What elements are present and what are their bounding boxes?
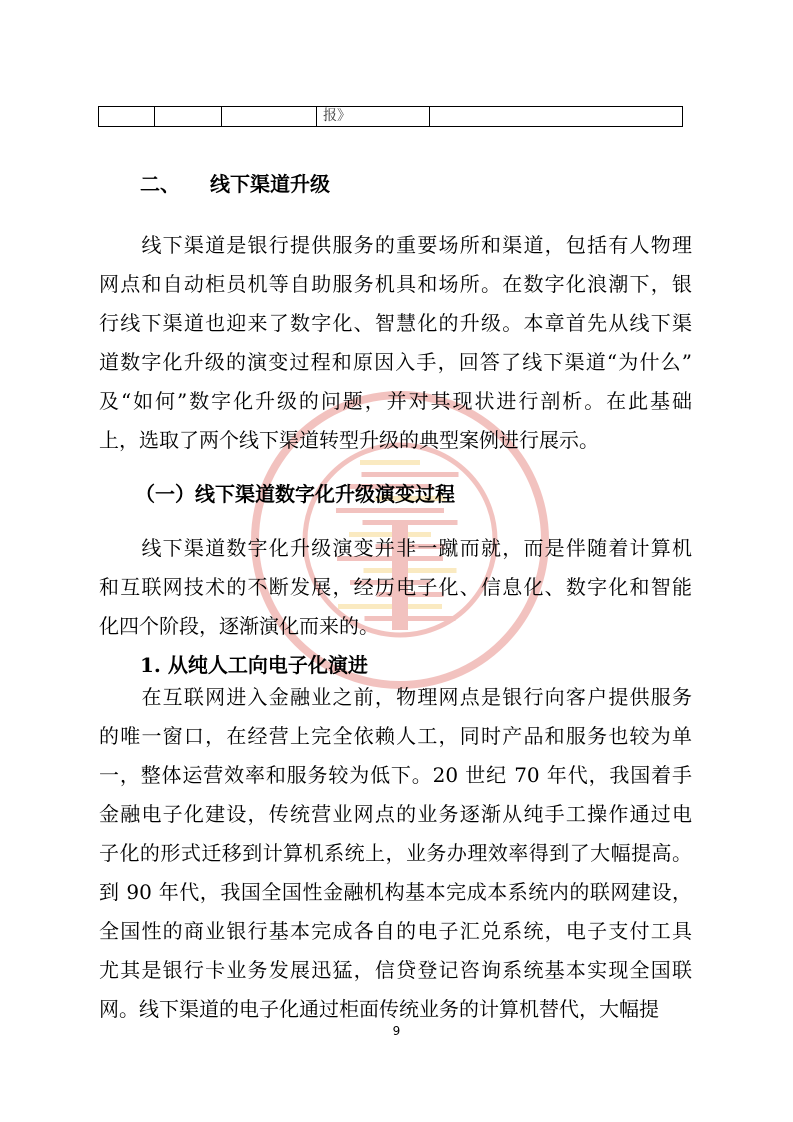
watermark-stripe — [336, 508, 444, 513]
text-line: 道数字化升级的演变过程和原因入手，回答了线下渠道“为什么” — [99, 350, 692, 374]
section-title: 线下渠道升级 — [210, 172, 330, 196]
table-cell — [155, 107, 222, 126]
table-cell — [99, 107, 155, 126]
text-line: 全国性的商业银行基本完成各自的电子汇兑系统，电子支付工具 — [99, 919, 692, 943]
page-number: 9 — [392, 1024, 401, 1038]
table-fragment-row — [98, 106, 683, 127]
watermark-stripe — [362, 472, 459, 477]
text-line: 子化的形式迁移到计算机系统上，业务办理效率得到了大幅提高。 — [99, 841, 692, 865]
text-line: 的唯一窗口，在经营上完全依赖人工，同时产品和服务也较为单 — [99, 724, 692, 748]
text-line: 线下渠道是银行提供服务的重要场所和渠道，包括有人物理 — [99, 233, 692, 257]
watermark-stripe — [363, 520, 458, 525]
table-cell — [222, 107, 317, 126]
paragraph-3 — [99, 678, 692, 1029]
text-line: 线下渠道数字化升级演变并非一蹴而就，而是伴随着计算机 — [99, 536, 692, 560]
watermark-stripe — [360, 460, 420, 465]
text-line: 网点和自动柜员机等自助服务机具和场所。在数字化浪潮下，银 — [99, 272, 692, 296]
text-line: 上，选取了两个线下渠道转型升级的典型案例进行展示。 — [99, 428, 599, 452]
text-line: 一，整体运营效率和服务较为低下。20 世纪 70 年代，我国着手 — [99, 763, 692, 787]
text-line: 行线下渠道也迎来了数字化、智慧化的升级。本章首先从线下渠 — [99, 311, 692, 335]
paragraph-2 — [99, 529, 692, 646]
text-line: 在互联网进入金融业之前，物理网点是银行向客户提供服务 — [99, 685, 692, 709]
text-line: 网。线下渠道的电子化通过柜面传统业务的计算机替代，大幅提 — [99, 997, 659, 1021]
subsection-title: （一）线下渠道数字化升级演变过程 — [135, 482, 455, 506]
subsubsection-title: 1. 从纯人工向电子化演进 — [140, 653, 368, 677]
paragraph-1 — [99, 226, 692, 460]
table-cell: 报》 — [317, 107, 430, 126]
table-cell — [430, 107, 682, 126]
text-line: 及“如何”数字化升级的问题，并对其现状进行剖析。在此基础 — [99, 389, 692, 413]
text-line: 和互联网技术的不断发展，经历电子化、信息化、数字化和智能 — [99, 575, 692, 599]
section-number: 二、 — [140, 172, 180, 196]
text-line: 尤其是银行卡业务发展迅猛，信贷登记咨询系统基本实现全国联 — [99, 958, 692, 982]
text-line: 到 90 年代，我国全国性金融机构基本完成本系统内的联网建设， — [99, 880, 692, 904]
text-line: 金融电子化建设，传统营业网点的业务逐渐从纯手工操作通过电 — [99, 802, 692, 826]
text-line: 化四个阶段，逐渐演化而来的。 — [99, 614, 379, 638]
